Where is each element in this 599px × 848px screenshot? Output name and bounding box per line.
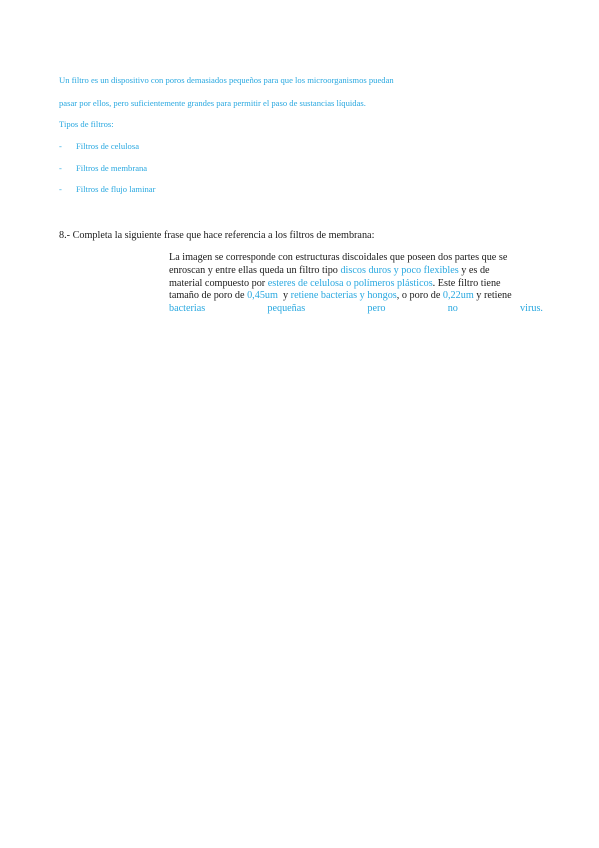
answer-word: pero — [367, 303, 386, 315]
answer-word: pequeñas — [267, 303, 306, 315]
answer-disc-type: discos duros y poco flexibles — [340, 264, 459, 276]
bullet-dash: - — [59, 141, 62, 151]
paragraph-text: y es de — [458, 264, 490, 276]
paragraph-text: material compuesto por — [169, 277, 268, 289]
intro-line-2: pasar por ellos, pero suficientemente grandes para permitir el paso de sustancias líquidas. — [59, 98, 366, 108]
question-heading: 8.- Completa la siguiente frase que hace referencia a los filtros de membrana: — [59, 230, 375, 241]
answer-word: no — [447, 303, 458, 315]
paragraph-text: y retiene — [473, 290, 512, 302]
answer-retains-1: retiene bacterias y hongos — [290, 290, 397, 302]
paragraph-text: enroscan y entre ellas queda un filtro tipo — [169, 264, 341, 276]
paragraph-line-1: La imagen se corresponde con estructuras discoidales que poseen dos partes que se — [169, 252, 508, 263]
list-item-text: Filtros de membrana — [76, 163, 148, 173]
answer-pore-size-2: 0,22um — [442, 290, 474, 302]
filter-types-heading: Tipos de filtros: — [59, 119, 114, 129]
paragraph-text: y — [277, 290, 291, 302]
bullet-dash: - — [59, 163, 62, 173]
answer-pore-size-1: 0,45um — [247, 290, 278, 302]
answer-word: bacterias — [169, 303, 206, 315]
paragraph-text: . Este filtro tiene — [432, 277, 501, 289]
paragraph-line-4 — [169, 290, 543, 303]
list-item-text: Filtros de celulosa — [76, 141, 140, 151]
answer-material: esteres de celulosa o polímeros plásticos — [267, 277, 433, 289]
paragraph-line-3 — [169, 278, 543, 291]
intro-line-1: Un filtro es un dispositivo con poros demasiados pequeños para que los microorganismos puedan — [59, 75, 394, 85]
list-item-text: Filtros de flujo laminar — [76, 184, 156, 194]
answer-paragraph — [169, 252, 543, 316]
answer-word: virus. — [520, 303, 543, 315]
paragraph-text: tamaño de poro de — [169, 290, 248, 302]
paragraph-line-5 — [169, 303, 543, 316]
paragraph-line-2 — [169, 265, 543, 278]
bullet-dash: - — [59, 184, 62, 194]
paragraph-text: , o poro de — [396, 290, 443, 302]
